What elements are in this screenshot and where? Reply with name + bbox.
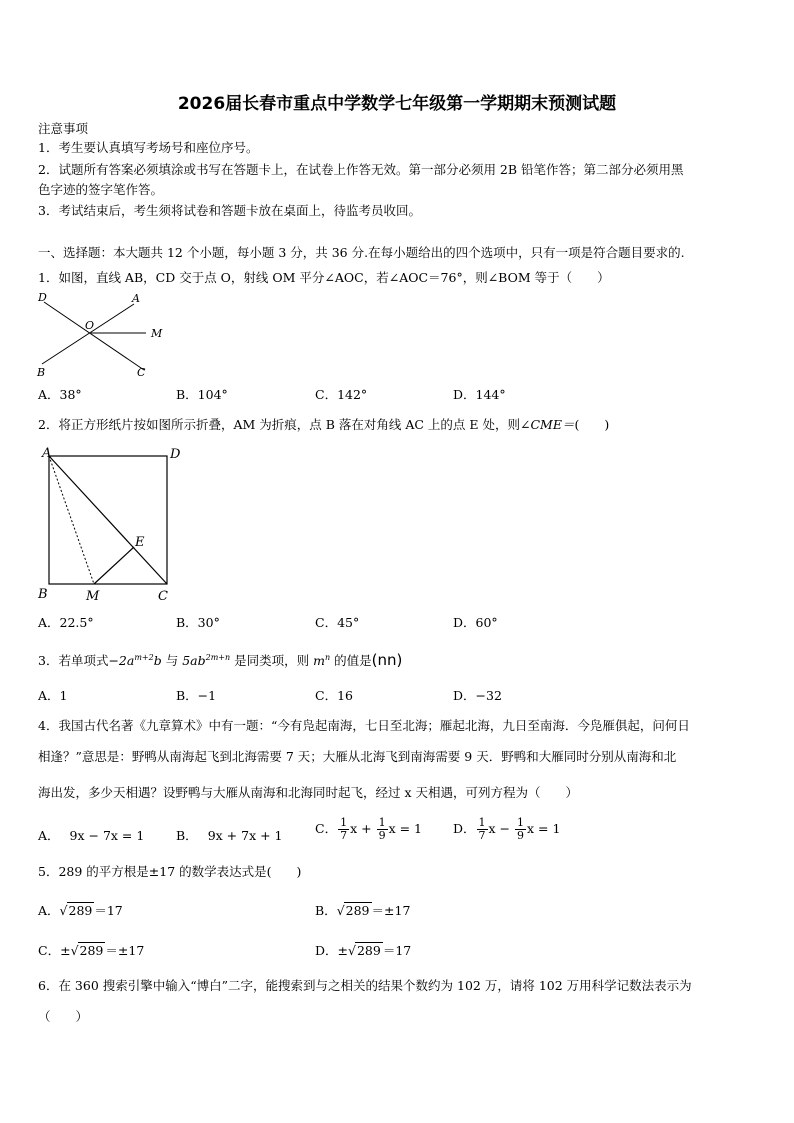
label-m: M [151,327,163,340]
diagonal-ac [49,456,167,584]
q4-option-c-frac-1 [338,817,349,842]
q2-stem-paren: ( ) [574,417,610,432]
q4-option-d-label: D． [453,821,476,836]
q3-term1-base: −2a [108,653,135,669]
q5-a-label: A． [38,903,60,918]
label-b: B [37,366,46,379]
q3-term1-tail: b [153,653,162,669]
q1-option-a: A．38° [38,387,82,402]
question-4-line-2: 相逢？”意思是：野鸭从南海起飞到北海需要 7 天；大雁从北海飞到南海需要 9 天．野鸭和大雁同时分别从南海和北 [38,749,677,764]
segment-me [94,547,134,584]
q3-mid: 与 [161,653,183,669]
line-ba [42,304,134,364]
q2-option-d: D．60° [453,615,498,630]
q3-option-a: A．1 [38,688,68,703]
q1-option-b: B．104° [176,387,228,402]
section-heading: 一、选择题：本大题共 12 个小题，每小题 3 分，共 36 分.在每小题给出的四个选项中，只有一项是符合题目要求的. [38,245,685,260]
q1-option-d: D．144° [453,387,506,402]
q4-c-den-1: 7 [340,829,348,842]
question-2-figure [34,442,194,607]
line-dc [44,302,144,370]
q3-option-d: D．−32 [453,688,502,703]
q2-option-c: C．45° [315,615,360,630]
q5-b-label: B． [315,903,337,918]
q3-paren: (nn) [371,651,403,670]
label-c: C [158,589,168,604]
q4-option-c [315,817,422,842]
q5-d-label: D． [315,943,338,958]
question-5-stem: 5．289 的平方根是±17 的数学表达式是( ) [38,864,302,879]
q4-option-b [176,826,283,844]
q4-option-c-label: C． [315,821,338,836]
q3-m-base: m [313,653,325,669]
q5-c-label: C． [38,943,61,958]
label-b: B [38,587,48,602]
q5-d-radicand: 289 [356,943,381,958]
q4-d-num-2: 1 [517,816,525,829]
q2-option-a: A．22.5° [38,615,94,630]
question-6-line-1: 6．在 360 搜索引擎中输入“博白”二字，能搜索到与之相关的结果个数约为 102 万，请将 102 万用科学记数法表示为 [38,978,692,993]
q5-option-c: C．±√289 ＝±17 [38,943,145,958]
page-title: 2026届长春市重点中学数学七年级第一学期期末预测试题 [177,94,617,114]
q3-option-b: B．−1 [176,688,217,703]
question-1-figure [34,290,174,382]
q5-b-rhs: ＝±17 [371,903,411,918]
q2-option-b: B．30° [176,615,220,630]
label-a: A [132,292,140,305]
q4-option-a-label: A． [38,828,60,843]
q1-option-c: C．142° [315,387,368,402]
q4-d-op: x − [488,821,515,836]
q5-a-radicand: 289 [68,903,93,918]
q4-c-den-2: 9 [378,829,386,842]
q4-option-d-frac-2 [515,817,526,842]
q3-term2 [182,653,230,668]
label-e: E [135,535,145,550]
q2-stem-text: 2．将正方形纸片按如图所示折叠，AM 为折痕，点 B 落在对角线 AC 上的点 E 处，则 [38,417,520,432]
label-m: M [86,589,100,604]
q3-mn [313,653,330,668]
label-d: D [38,291,47,304]
notice-item-2-cont: 色字迹的签字笔作答。 [38,182,164,197]
q3-end: 的值是 [330,653,372,669]
label-c: C [137,366,146,379]
q3-term2-exp: 2m+n [205,653,231,662]
notice-item-1: 1．考生要认真填写考场号和座位序号。 [38,140,259,155]
q5-c-radicand: 289 [79,943,104,958]
q5-option-a: A．√289 ＝17 [38,903,123,918]
question-6-line-2: （ ） [38,1009,89,1024]
q5-d-pm: ± [337,943,349,958]
q3-pre: 3．若单项式 [38,653,109,669]
q3-term2-base: 5ab [182,653,206,669]
q3-m-exp: n [324,653,331,662]
label-o: O [85,319,95,332]
q5-d-rhs: ＝17 [382,943,412,958]
notice-item-3: 3．考试结束后，考生须将试卷和答题卡放在桌面上，待监考员收回。 [38,203,421,218]
q4-d-den-2: 9 [517,829,525,842]
q2-stem-math: ∠CME＝ [520,417,575,432]
q5-option-b: B．√289 ＝±17 [315,903,411,918]
q4-option-d [453,817,560,842]
q5-c-rhs: ＝±17 [105,943,145,958]
q5-b-radicand: 289 [345,903,370,918]
q5-option-d: D．±√289 ＝17 [315,943,412,958]
q4-option-a-expr: 9x − 7x = 1 [69,828,145,843]
notice-heading: 注意事项 [38,121,89,136]
q3-term1 [108,653,161,668]
question-4-line-3: 海出发，多少天相遇？设野鸭与大雁从南海和北海同时起飞，经过 x 天相遇，可列方程为（ ） [38,785,578,800]
q4-d-num-1: 1 [478,816,486,829]
q4-option-d-frac-1 [477,817,488,842]
q5-a-rhs: ＝17 [94,903,123,918]
question-2-stem [38,416,609,434]
q4-option-b-expr: 9x + 7x + 1 [207,828,283,843]
q4-option-a [38,826,144,844]
q5-c-pm: ± [60,943,71,958]
q4-c-num-2: 1 [378,816,386,829]
q4-c-num-1: 1 [340,816,348,829]
q4-option-b-label: B． [176,828,198,843]
question-1-stem: 1．如图，直线 AB，CD 交于点 O，射线 OM 平分∠AOC，若∠AOC＝76°，则∠BOM 等于（ ） [38,270,610,285]
q4-d-tail: x = 1 [527,821,561,836]
label-a: A [42,446,52,461]
fold-am [49,456,94,584]
question-4-line-1: 4．我国古代名著《九章算术》中有一题：“今有凫起南海，七日至北海；雁起北海，九日至南海．今凫雁俱起，问何日 [38,718,690,733]
q4-c-op: x + [350,821,376,836]
q3-option-c: C．16 [315,688,353,703]
q3-term1-exp: m+2 [134,653,154,662]
question-3-stem [38,649,402,670]
notice-item-2: 2．试题所有答案必须填涂或书写在答题卡上，在试卷上作答无效。第一部分必须用 2B 铅笔作答；第二部分必须用黑 [38,162,684,177]
q4-c-tail: x = 1 [388,821,422,836]
label-d: D [170,447,181,462]
q3-post: 是同类项，则 [230,653,314,669]
q4-d-den-1: 7 [478,829,486,842]
q4-option-c-frac-2 [377,817,388,842]
